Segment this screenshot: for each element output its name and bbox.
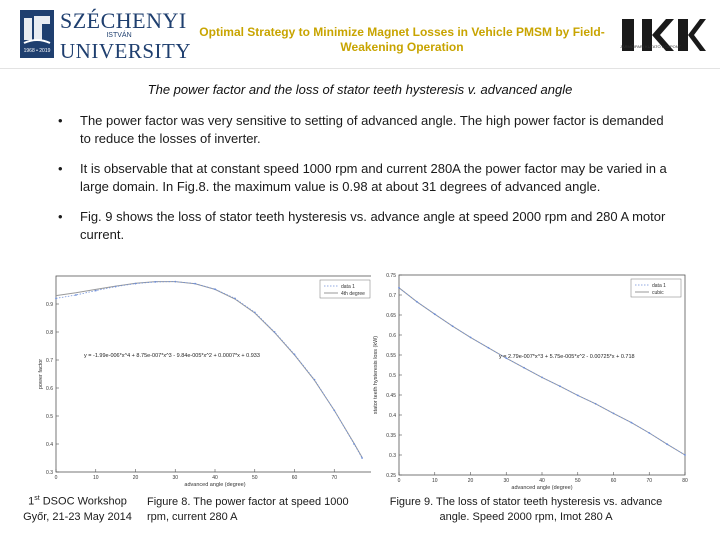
plot-area	[399, 275, 685, 475]
data-point	[254, 312, 256, 314]
x-tick-label: 50	[574, 478, 581, 484]
y-tick-label: 0.3	[46, 470, 53, 476]
data-point	[314, 379, 316, 381]
y-tick-label: 0.25	[386, 473, 396, 479]
data-point	[174, 281, 176, 283]
x-tick-label: 60	[291, 475, 298, 481]
data-point	[434, 313, 436, 315]
bullet-dot: •	[58, 161, 63, 176]
partner-logo	[620, 10, 706, 62]
x-tick-label: 60	[610, 478, 617, 484]
data-point	[274, 331, 276, 333]
bullet-item	[58, 160, 678, 195]
data-point	[416, 301, 418, 303]
data-point	[55, 298, 57, 300]
data-point	[666, 443, 668, 445]
university-logo	[20, 8, 191, 63]
y-tick-label: 0.65	[386, 313, 396, 319]
presentation-title: Optimal Strategy to Minimize Magnet Losses in Vehicle PMSM by Field-Weakening Operation	[199, 25, 605, 54]
figure-8-power-factor-chart	[34, 264, 384, 486]
y-tick-label: 0.7	[389, 293, 396, 299]
x-tick-label: 0	[54, 475, 58, 481]
x-tick-label: 80	[682, 478, 688, 484]
x-tick-label: 70	[331, 475, 338, 481]
legend-entry: cubic	[652, 290, 664, 296]
x-tick-label: 40	[212, 475, 218, 481]
data-point	[194, 283, 196, 285]
y-tick-label: 0.8	[46, 330, 53, 336]
figure-8-caption: Figure 8. The power factor at speed 1000 rpm, current 280 A	[147, 496, 349, 523]
legend-entry: data 1	[652, 283, 666, 289]
x-tick-label: 20	[467, 478, 474, 484]
y-tick-label: 0.4	[46, 442, 53, 448]
x-axis-label: advanced angle (degree)	[511, 485, 573, 491]
data-point	[155, 281, 157, 283]
data-point	[648, 432, 650, 434]
x-tick-label: 40	[539, 478, 545, 484]
fit-equation-annotation: y = 2.79e-007*x^3 + 5.75e-005*x^2 - 0.00725*x + 0.718	[499, 354, 635, 360]
data-point	[95, 290, 97, 292]
data-point	[452, 325, 454, 327]
y-tick-label: 0.45	[386, 393, 396, 399]
y-tick-label: 0.75	[386, 273, 396, 279]
bullet-text: The power factor was very sensitive to setting of advanced angle. The high power factor is demanded to reduce the losses of inverter.	[80, 113, 664, 146]
partner-logo-caption: JÁRMŰIPARI KUTATÓ KÖZPONT	[620, 44, 682, 49]
fit-equation-annotation: y = -1.99e-006*x^4 + 8.75e-007*x^3 - 9.84e-005*x^2 + 0.0007*x + 0.933	[84, 353, 260, 359]
data-point	[333, 410, 335, 412]
y-tick-label: 0.6	[389, 333, 396, 339]
slide-subtitle: The power factor and the loss of stator teeth hysteresis v. advanced angle	[147, 82, 573, 97]
y-tick-label: 0.35	[386, 433, 396, 439]
university-name-line2: ISTVÁN	[106, 32, 132, 39]
x-tick-label: 30	[172, 475, 179, 481]
data-point	[398, 287, 400, 289]
x-tick-label: 30	[503, 478, 510, 484]
data-point	[135, 283, 137, 285]
y-tick-label: 0.9	[46, 302, 53, 308]
bullet-dot: •	[58, 113, 63, 128]
data-point	[613, 413, 615, 415]
x-axis-label: advanced angle (degree)	[184, 482, 246, 488]
bullet-item	[58, 112, 678, 147]
x-tick-label: 20	[132, 475, 139, 481]
x-tick-label: 10	[92, 475, 99, 481]
data-point	[294, 354, 296, 356]
y-tick-label: 0.5	[46, 414, 53, 420]
y-axis-label: power factor	[38, 358, 44, 390]
data-point	[234, 298, 236, 300]
workshop-footer	[10, 491, 145, 525]
y-tick-label: 0.55	[386, 353, 396, 359]
legend-entry: 4th degree	[341, 291, 365, 297]
data-point	[115, 286, 117, 288]
data-point	[577, 395, 579, 397]
data-point	[523, 367, 525, 369]
data-point	[470, 337, 472, 339]
data-point	[214, 288, 216, 290]
legend-entry: data 1	[341, 284, 355, 290]
x-tick-label: 70	[646, 478, 653, 484]
university-name-line3: UNIVERSITY	[60, 39, 191, 63]
workshop-location-date: Győr, 21-23 May 2014	[23, 510, 132, 523]
bullet-list	[58, 112, 678, 256]
workshop-name: 1st DSOC Workshop	[28, 495, 127, 508]
bullet-dot: •	[58, 209, 63, 224]
bullet-text: It is observable that at constant speed 1000 rpm and current 280A the power factor may be varied in a large domain. In Fig.8. the maximum value is 0.98 at about 31 degrees of advanced angle.	[80, 161, 667, 194]
bullet-text: Fig. 9 shows the loss of stator teeth hysteresis vs. advance angle at speed 2000 rpm and 280 A motor current.	[80, 209, 666, 242]
university-name-line1: SZÉCHENYI	[60, 8, 187, 33]
x-tick-label: 50	[251, 475, 258, 481]
data-point	[361, 457, 363, 459]
plot-area	[56, 276, 374, 472]
x-tick-label: 80	[371, 475, 377, 481]
y-tick-label: 0.6	[46, 386, 53, 392]
x-tick-label: 0	[397, 478, 401, 484]
y-tick-label: 0.7	[46, 358, 53, 364]
y-tick-label: 0.3	[389, 453, 396, 459]
y-tick-label: 0.4	[389, 413, 396, 419]
data-point	[541, 377, 543, 379]
x-tick-label: 10	[431, 478, 438, 484]
y-axis-label: stator teeth hysteresis loss (kW)	[373, 335, 379, 415]
data-point	[353, 443, 355, 445]
data-point	[488, 347, 490, 349]
university-founded: 1968 • 2019	[23, 48, 51, 54]
figure-9-hysteresis-loss-chart	[371, 265, 691, 491]
bullet-item	[58, 208, 678, 243]
data-point	[684, 454, 686, 456]
data-point	[75, 294, 77, 296]
y-tick-label: 0.5	[389, 373, 396, 379]
data-point	[595, 403, 597, 405]
data-point	[559, 385, 561, 387]
figure-9-caption: Figure 9. The loss of stator teeth hysteresis vs. advance angle. Speed 2000 rpm, Imot 280 A	[389, 496, 663, 523]
data-point	[631, 422, 633, 424]
slide-header	[0, 0, 720, 69]
